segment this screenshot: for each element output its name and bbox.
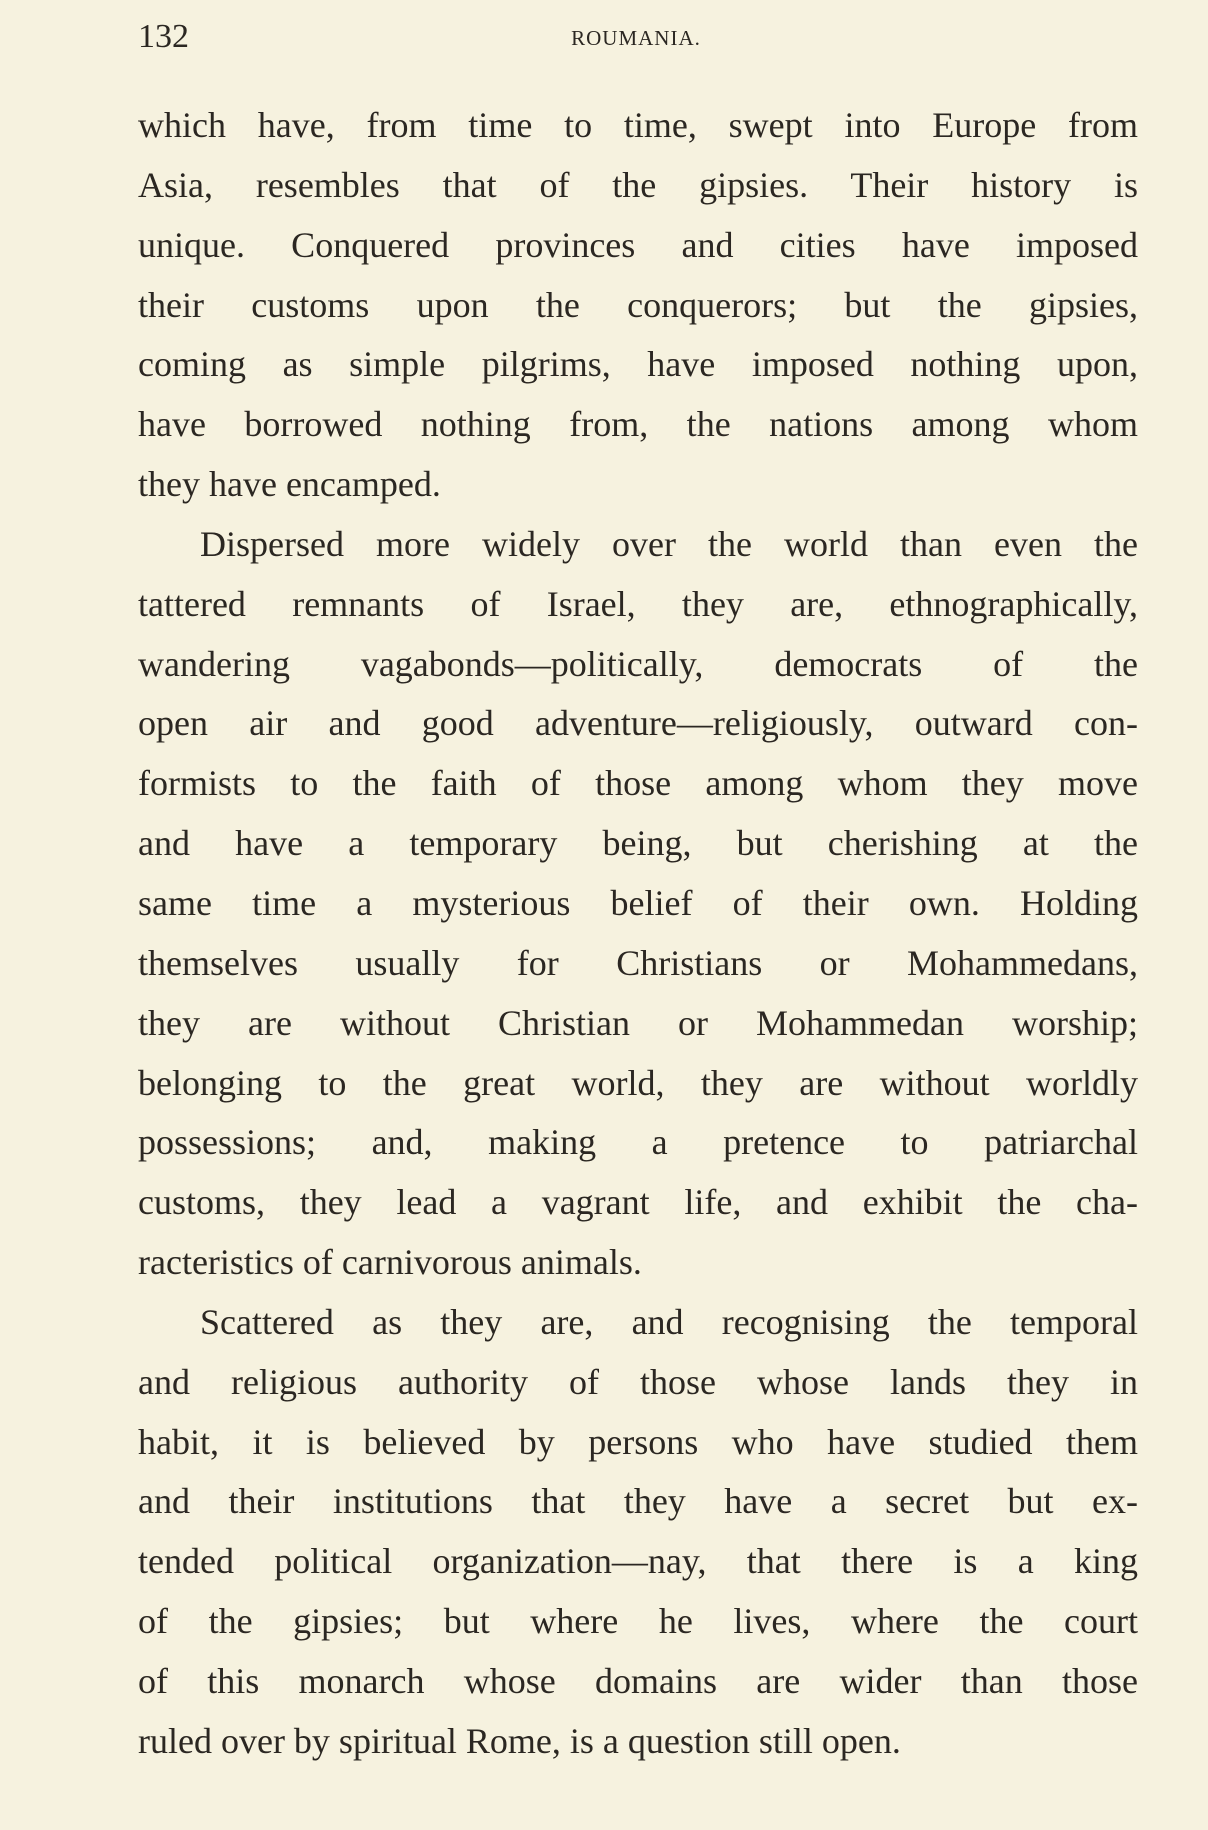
text-line: themselves usually for Christians or Mohammedans, <box>138 942 1138 983</box>
text-line: of this monarch whose domains are wider than those <box>138 1660 1138 1701</box>
text-line: and religious authority of those whose lands they in <box>138 1361 1138 1402</box>
paragraph <box>138 1293 1138 1772</box>
text-line: open air and good adventure—religiously, outward con- <box>138 703 1138 744</box>
text-line: of the gipsies; but where he lives, where the court <box>138 1601 1138 1642</box>
text-line: tattered remnants of Israel, they are, ethnographically, <box>138 583 1138 624</box>
text-line: customs, they lead a vagrant life, and exhibit the cha- <box>138 1182 1138 1223</box>
text-line: habit, it is believed by persons who have studied them <box>138 1421 1138 1462</box>
text-line: and their institutions that they have a secret but ex- <box>138 1481 1138 1522</box>
text-line: unique. Conquered provinces and cities have imposed <box>138 224 1138 265</box>
text-line: racteristics of carnivorous animals. <box>138 1242 642 1283</box>
text-line: same time a mysterious belief of their own. Holding <box>138 882 1138 923</box>
text-line: Asia, resembles that of the gipsies. Their history is <box>138 164 1138 205</box>
text-line: and have a temporary being, but cherishing at the <box>138 823 1138 864</box>
text-line: possessions; and, making a pretence to patriarchal <box>138 1122 1138 1163</box>
paragraph <box>138 96 1138 515</box>
text-line: wandering vagabonds—politically, democrats of the <box>138 643 1138 684</box>
page-number: 132 <box>138 18 189 55</box>
paragraph <box>138 515 1138 1293</box>
text-line: Dispersed more widely over the world than even the <box>200 523 1138 564</box>
text-line: they have encamped. <box>138 464 441 505</box>
text-line: coming as simple pilgrims, have imposed nothing upon, <box>138 344 1138 385</box>
body-text <box>138 96 1138 1772</box>
text-line: ruled over by spiritual Rome, is a question still open. <box>138 1720 901 1761</box>
text-line: which have, from time to time, swept into Europe from <box>138 105 1138 145</box>
text-line: their customs upon the conquerors; but the gipsies, <box>138 284 1138 325</box>
running-title: ROUMANIA. <box>571 26 701 50</box>
text-line: have borrowed nothing from, the nations among whom <box>138 404 1138 445</box>
text-line: belonging to the great world, they are without worldly <box>138 1062 1138 1103</box>
text-line: formists to the faith of those among whom they move <box>138 763 1138 804</box>
text-line: they are without Christian or Mohammedan worship; <box>138 1002 1138 1043</box>
text-line: Scattered as they are, and recognising the temporal <box>200 1301 1138 1342</box>
text-line: tended political organization—nay, that there is a king <box>138 1541 1138 1582</box>
